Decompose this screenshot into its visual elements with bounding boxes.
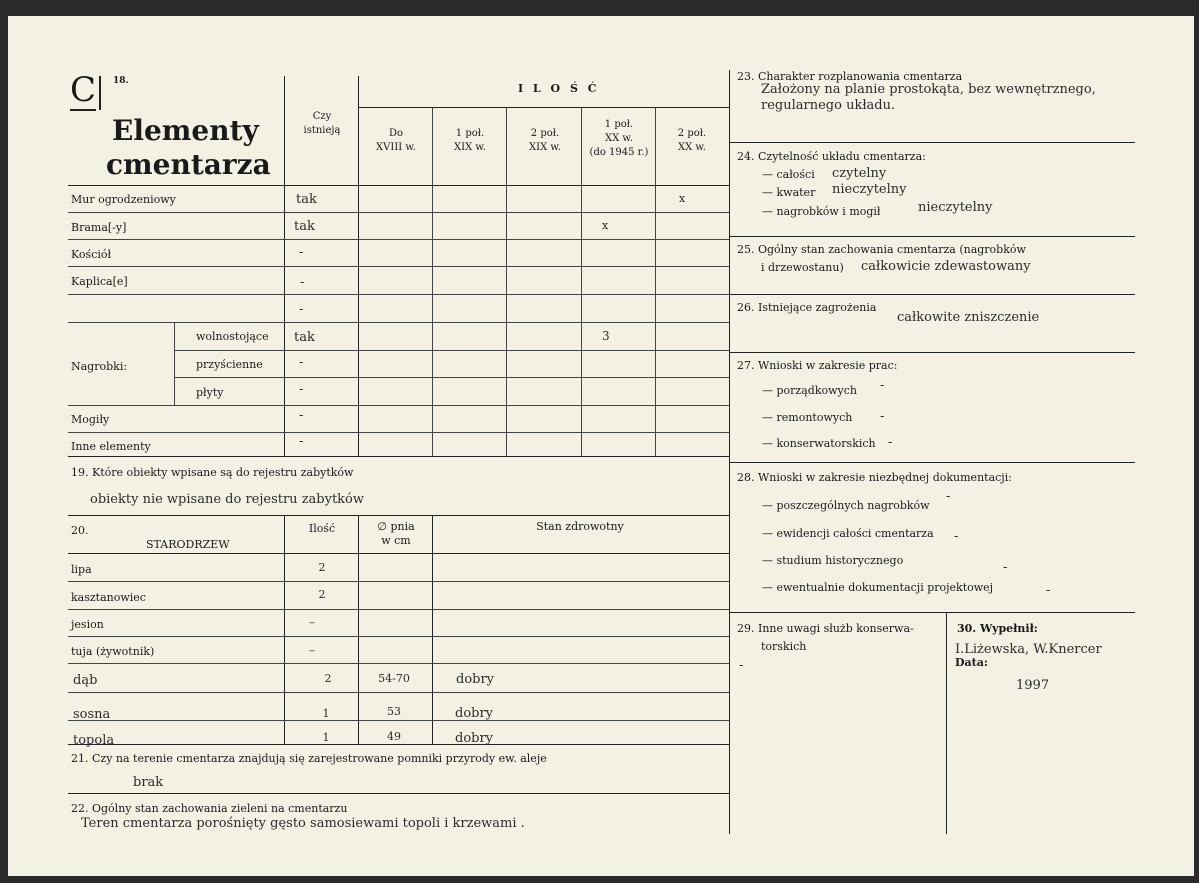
q24-row-label: — całości: [762, 168, 815, 181]
grid-h: [68, 553, 729, 554]
period-mark: x: [679, 192, 686, 205]
q24-label: 24. Czytelność układu cmentarza:: [737, 150, 926, 163]
grid-v: [655, 108, 656, 456]
grid-v: [946, 612, 947, 834]
grid-h: [729, 612, 1135, 613]
q19-answer: obiekty nie wpisane do rejestru zabytków: [90, 492, 365, 507]
q23-answer-1: Założony na planie prostokąta, bez wewnętrznego,: [761, 82, 1096, 97]
grid-h: [729, 236, 1135, 237]
element-label: Kaplica[e]: [71, 275, 128, 288]
grid-h: [68, 322, 729, 323]
element-label: Mur ogrodzeniowy: [71, 193, 176, 206]
grid-v: [432, 515, 433, 744]
q20-col-ilosc: Ilość: [308, 522, 336, 535]
q28-row-label: — ewidencji całości cmentarza: [762, 527, 934, 540]
element-label: Kościół: [71, 248, 112, 261]
grid-h: [68, 212, 729, 213]
q24-row-label: — nagrobków i mogił: [762, 205, 881, 218]
q30-name: I.Liżewska, W.Knercer: [955, 642, 1102, 657]
nagrobki-sub: przyścienne: [196, 358, 263, 371]
letter-underline: [70, 109, 96, 111]
tree-count: 2: [324, 672, 332, 685]
q20-title: STARODRZEW: [146, 538, 230, 551]
grid-h: [68, 663, 729, 664]
czy-value: -: [299, 434, 304, 449]
col-period-4: 1 poł. XX w. (do 1945 r.): [589, 119, 649, 158]
q27-row-value: -: [888, 435, 893, 450]
grid-h: [358, 107, 729, 108]
q19-label: 19. Które obiekty wpisane są do rejestru zabytków: [71, 466, 354, 479]
tree-health: dobry: [455, 706, 494, 721]
czy-value: -: [299, 355, 304, 370]
grid-h: [729, 294, 1135, 295]
section-letter: C: [70, 70, 97, 110]
col-period-5: 2 poł. XX w.: [677, 128, 707, 153]
grid-h: [68, 636, 729, 637]
q28-row-value: -: [954, 529, 959, 544]
grid-h: [68, 456, 729, 457]
q28-row-label: — poszczególnych nagrobków: [762, 499, 930, 512]
czy-value: -: [299, 245, 304, 260]
q20-col-pnia: ∅ pnia w cm: [377, 520, 415, 547]
nagrobki-sub: płyty: [196, 386, 224, 399]
q25-label-1: 25. Ogólny stan zachowania cmentarza (nagrobków: [737, 243, 1026, 256]
tree-count: –: [309, 644, 315, 657]
tree-name: tuja (żywotnik): [71, 645, 155, 658]
right-column-divider: [729, 70, 730, 834]
q21-answer: brak: [133, 775, 164, 790]
grid-h: [68, 793, 729, 794]
q27-row-label: — konserwatorskich: [762, 437, 876, 450]
q27-row-label: — porządkowych: [762, 384, 857, 397]
section-number: 18.: [113, 76, 129, 86]
tree-count: 2: [318, 588, 326, 601]
q27-row-label: — remontowych: [762, 411, 853, 424]
q25-label-2: i drzewostanu): [761, 261, 844, 274]
grid-h: [68, 744, 729, 745]
grid-h: [68, 432, 729, 433]
q28-row-label: — ewentualnie dokumentacji projektowej: [762, 581, 994, 594]
nagrobki-label: Nagrobki:: [71, 360, 128, 373]
q21-label: 21. Czy na terenie cmentarza znajdują się zarejestrowane pomniki przyrody ew. aleje: [71, 752, 547, 765]
q27-row-value: -: [880, 409, 885, 424]
grid-h: [729, 462, 1135, 463]
col-period-3: 2 poł. XIX w.: [529, 128, 561, 153]
q28-row-label: — studium historycznego: [762, 554, 904, 567]
tree-name: dąb: [73, 673, 98, 688]
tree-name: topola: [73, 733, 115, 748]
grid-v: [506, 108, 507, 456]
period-mark: x: [602, 219, 609, 232]
grid-h: [68, 609, 729, 610]
q28-row-value: -: [946, 489, 951, 504]
czy-value: -: [299, 382, 304, 397]
letter-bar: [99, 76, 101, 110]
czy-value: -: [300, 275, 305, 290]
grid-h: [68, 239, 729, 240]
q29-label-1: 29. Inne uwagi służb konserwa-: [737, 622, 914, 635]
grid-v: [581, 108, 582, 456]
col-czy-header: Czy istnieją: [303, 111, 341, 136]
q24-row-value: nieczytelny: [918, 200, 993, 215]
col-period-1: Do XVIII w.: [376, 128, 416, 153]
q23-label: 23. Charakter rozplanowania cmentarza: [737, 70, 963, 83]
czy-value: -: [299, 408, 304, 423]
grid-v: [174, 322, 175, 405]
q30-date-label: Data:: [955, 656, 988, 669]
col-period-2: 1 poł. XIX w.: [454, 128, 486, 153]
q20-col-stan: Stan zdrowotny: [536, 520, 624, 533]
q24-row-label: — kwater: [762, 186, 816, 199]
element-label: Mogiły: [71, 413, 110, 426]
q28-row-value: -: [1003, 560, 1008, 575]
tree-count: 2: [318, 561, 326, 574]
q26-answer: całkowite zniszczenie: [897, 310, 1040, 325]
grid-h: [729, 142, 1135, 143]
q28-label: 28. Wnioski w zakresie niezbędnej dokumentacji:: [737, 471, 1012, 484]
tree-count: –: [309, 616, 315, 629]
q25-answer: całkowicie zdewastowany: [861, 259, 1031, 274]
grid-h: [174, 377, 729, 378]
tree-count: 1: [322, 731, 330, 744]
title-line1: Elementy: [112, 114, 259, 147]
q26-label: 26. Istniejące zagrożenia: [737, 301, 877, 314]
grid-h: [68, 581, 729, 582]
grid-h: [729, 352, 1135, 353]
q30-year: 1997: [1016, 678, 1050, 693]
element-label: Inne elementy: [71, 440, 151, 453]
q27-label: 27. Wnioski w zakresie prac:: [737, 359, 898, 372]
title-line2: cmentarza: [106, 148, 271, 181]
q22-answer: Teren cmentarza porośnięty gęsto samosiewami topoli i krzewami .: [81, 816, 525, 831]
q30-label: 30. Wypełnił:: [957, 622, 1038, 635]
q28-row-value: -: [1046, 583, 1051, 598]
czy-value: tak: [296, 192, 317, 207]
q22-label: 22. Ogólny stan zachowania zieleni na cmentarzu: [71, 802, 348, 815]
tree-name: sosna: [73, 707, 111, 722]
grid-h: [68, 185, 729, 186]
tree-name: lipa: [71, 563, 92, 576]
tree-health: dobry: [455, 731, 494, 746]
grid-h: [68, 720, 729, 721]
grid-h: [68, 294, 729, 295]
tree-name: kasztanowiec: [71, 591, 146, 604]
czy-value: tak: [294, 330, 315, 345]
nagrobki-sub: wolnostojące: [196, 330, 269, 343]
tree-count: 1: [322, 707, 330, 720]
tree-diameter: 49: [387, 730, 401, 743]
tree-diameter: 53: [387, 705, 401, 718]
q27-row-value: -: [880, 378, 885, 393]
tree-name: jesion: [71, 618, 104, 631]
grid-h: [68, 405, 729, 406]
grid-h: [68, 515, 729, 516]
grid-h: [68, 692, 729, 693]
q24-row-value: czytelny: [832, 166, 887, 181]
q29-answer: -: [739, 658, 744, 673]
q29-label-2: torskich: [761, 640, 807, 653]
q24-row-value: nieczytelny: [832, 182, 907, 197]
grid-h: [68, 266, 729, 267]
q23-answer-2: regularnego układu.: [761, 98, 896, 113]
period-count: 3: [602, 329, 610, 343]
col-ilosc-header: I L O Ś Ć: [518, 82, 600, 95]
q20-number: 20.: [71, 524, 89, 537]
czy-value: -: [299, 302, 304, 317]
czy-value: tak: [294, 219, 315, 234]
tree-health: dobry: [456, 672, 495, 687]
tree-diameter: 54-70: [378, 672, 410, 685]
element-label: Brama[-y]: [71, 221, 127, 234]
grid-h: [174, 350, 729, 351]
grid-v: [432, 108, 433, 456]
